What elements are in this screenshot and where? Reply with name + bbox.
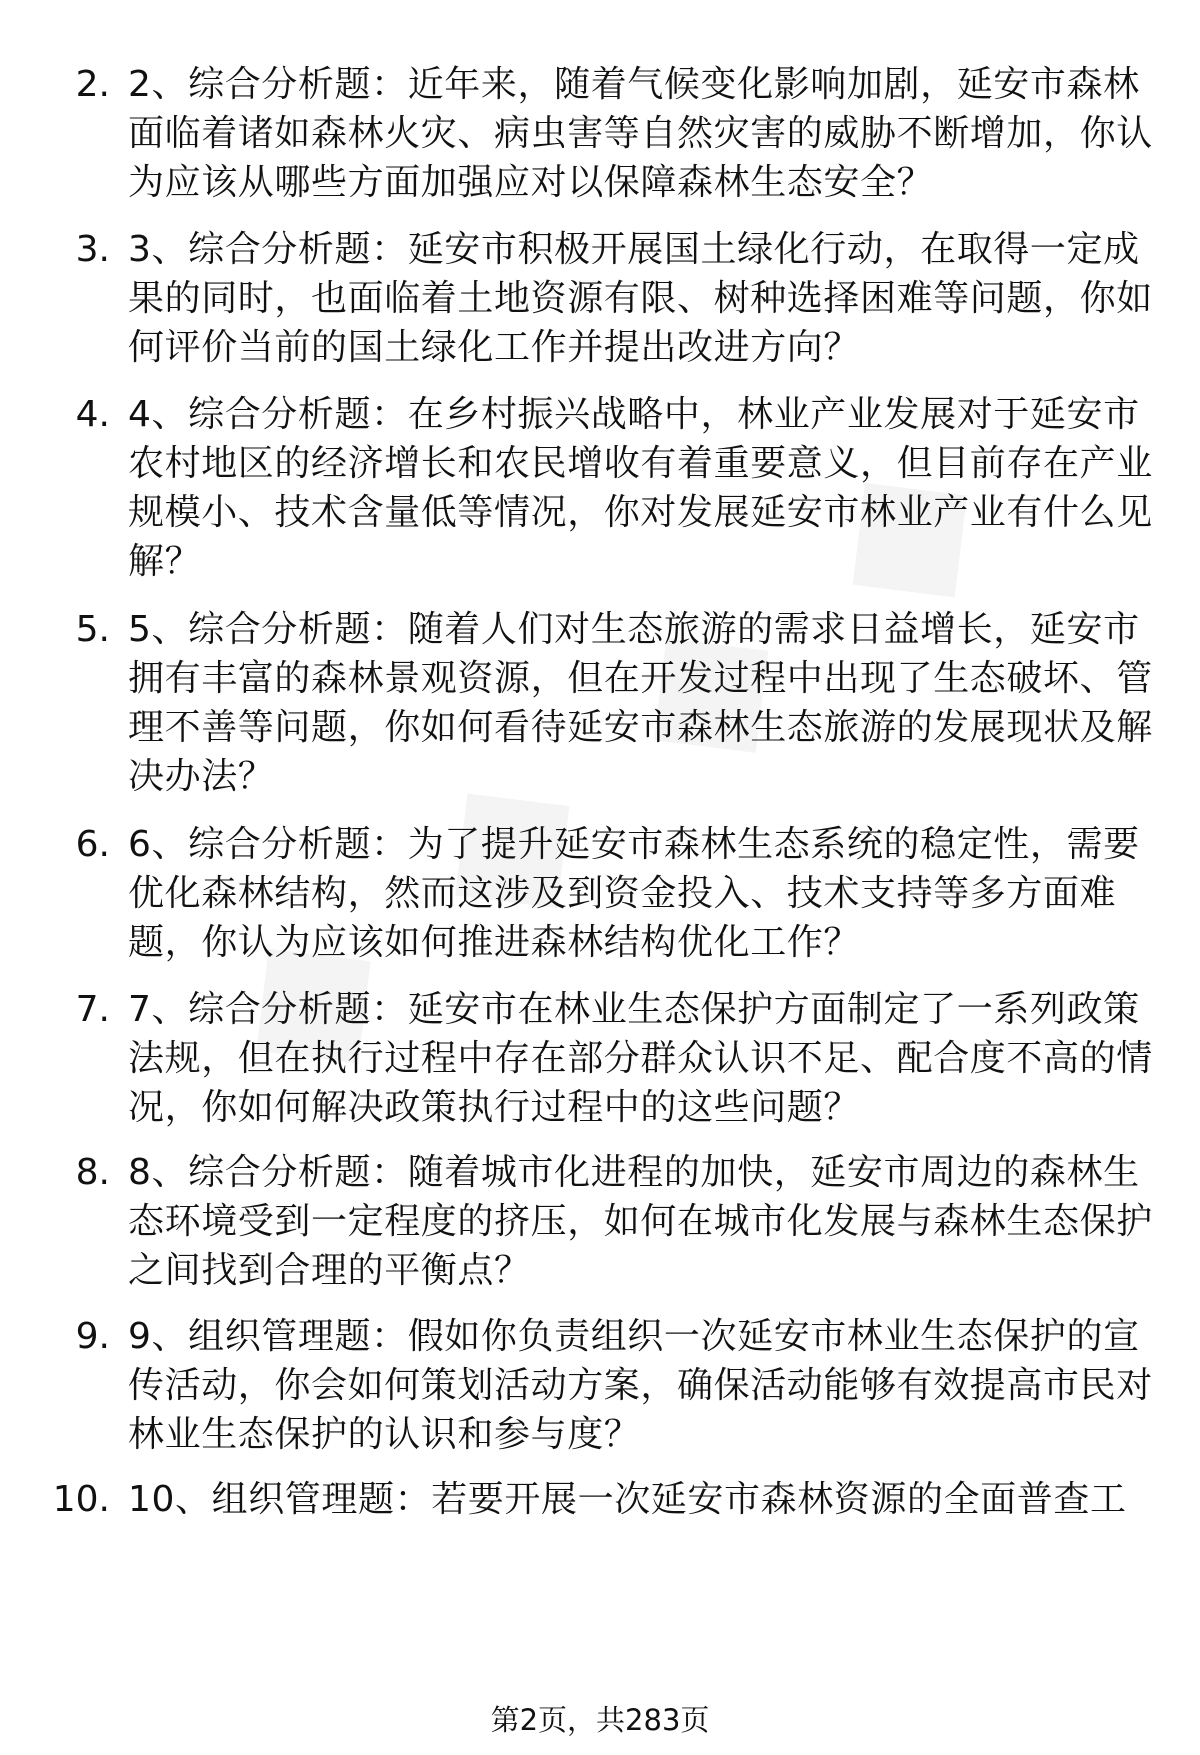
question-number: 4. <box>75 394 110 435</box>
question-number: 3. <box>75 229 110 270</box>
question-number: 8. <box>75 1152 110 1193</box>
question-text: 2、综合分析题：近年来，随着气候变化影响加剧，延安市森林面临着诸如森林火灾、病虫害等自然灾害的威胁不断增加，你认为应该从哪些方面加强应对以保障森林生态安全？ <box>128 64 1153 203</box>
question-text: 5、综合分析题：随着人们对生态旅游的需求日益增长，延安市拥有丰富的森林景观资源，但在开发过程中出现了生态破坏、管理不善等问题，你如何看待延安市森林生态旅游的发展现状及解决办法？ <box>128 609 1153 797</box>
question-number: 7. <box>75 989 110 1030</box>
question-text: 10、组织管理题：若要开展一次延安市森林资源的全面普查工 <box>128 1479 1127 1520</box>
question-text: 9、组织管理题：假如你负责组织一次延安市林业生态保护的宣传活动，你会如何策划活动方案，确保活动能够有效提高市民对林业生态保护的认识和参与度？ <box>128 1316 1153 1455</box>
question-text: 6、综合分析题：为了提升延安市森林生态系统的稳定性，需要优化森林结构，然而这涉及到资金投入、技术支持等多方面难题，你认为应该如何推进森林结构优化工作？ <box>128 824 1140 963</box>
question-text: 3、综合分析题：延安市积极开展国土绿化行动，在取得一定成果的同时，也面临着土地资源有限、树种选择困难等问题，你如何评价当前的国土绿化工作并提出改进方向？ <box>128 229 1153 368</box>
question-number: 2. <box>75 64 110 105</box>
question-number: 10. <box>52 1479 110 1520</box>
question-text: 4、综合分析题：在乡村振兴战略中，林业产业发展对于延安市农村地区的经济增长和农民增收有着重要意义，但目前存在产业规模小、技术含量低等情况，你对发展延安市林业产业有什么见解？ <box>128 394 1153 582</box>
question-text: 7、综合分析题：延安市在林业生态保护方面制定了一系列政策法规，但在执行过程中存在部分群众认识不足、配合度不高的情况，你如何解决政策执行过程中的这些问题？ <box>128 989 1153 1128</box>
question-number: 6. <box>75 824 110 865</box>
question-number: 5. <box>75 609 110 650</box>
question-number: 9. <box>75 1316 110 1357</box>
question-text: 8、综合分析题：随着城市化进程的加快，延安市周边的森林生态环境受到一定程度的挤压，如何在城市化发展与森林生态保护之间找到合理的平衡点？ <box>128 1152 1153 1291</box>
page-footer: 第2页，共283页 <box>490 1703 710 1737</box>
